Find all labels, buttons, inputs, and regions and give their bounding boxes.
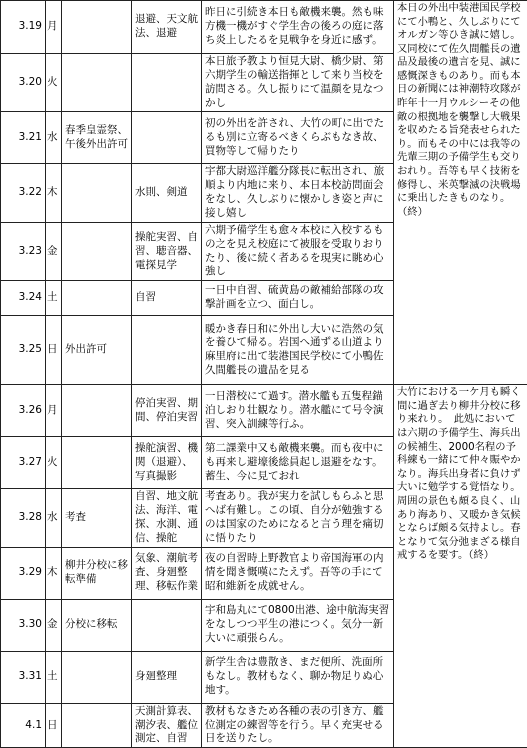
diary-entry-cell: 夜の自習時上野教官より帝国海軍の内情を聞き慨嘆にたえず。吾等の手にて昭和維新を成就せん。: [202, 547, 394, 599]
weekday-cell: 水: [46, 489, 62, 547]
curriculum-cell: 操舵演習、機関（退避）、写真撮影: [132, 437, 202, 489]
weekday-cell: 火: [46, 54, 62, 112]
weekday-cell: 火: [46, 437, 62, 489]
diary-entry-cell: 考査あり。我が実力を試しもらふと思へば有難し。この頃、自分が勉強するのは国家のためになると言う理を痛切に悟りたり: [202, 489, 394, 547]
event-cell: [62, 703, 132, 748]
event-cell: 柳井分校に移転準備: [62, 547, 132, 599]
date-cell: 3.26: [1, 385, 46, 437]
date-cell: 3.24: [1, 281, 46, 316]
event-cell: [62, 222, 132, 280]
diary-entry-cell: 暖かき春日和に外出し大いに浩然の気を養ひて帰る。岩国へ通ずる山道より麻里府に出て装港国民学校にて小鴨佐久間艦長の遺品を見る: [202, 316, 394, 385]
date-cell: 3.25: [1, 316, 46, 385]
diary-entry-cell: 宇和島丸にて0800出港、途中航海実習をなしつつ平生の港につく。気分一新大いに頑張らん。: [202, 599, 394, 651]
event-cell: [62, 385, 132, 437]
diary-entry-cell: 新学生舎は豊散き、まだ便所、洗面所もなし。教材もなく、聊か物足りぬ心地す。: [202, 651, 394, 703]
weekday-cell: 月: [46, 385, 62, 437]
weekday-cell: 金: [46, 599, 62, 651]
date-cell: 3.31: [1, 651, 46, 703]
curriculum-cell: 水則、剣道: [132, 164, 202, 222]
weekday-cell: 日: [46, 316, 62, 385]
event-cell: [62, 281, 132, 316]
curriculum-cell: [132, 599, 202, 651]
date-cell: 3.23: [1, 222, 46, 280]
curriculum-cell: 操舵実習、自習、聴音器、電探見学: [132, 222, 202, 280]
curriculum-cell: 自習、地文航法、海洋、電探、水測、通信、操舵: [132, 489, 202, 547]
diary-entry-cell: 一日中自習、硫黄島の敵補給部隊の攻撃計画を立つ、面白し。: [202, 281, 394, 316]
curriculum-cell: 気象、潮航考査、身廻整理、移転作業: [132, 547, 202, 599]
curriculum-cell: 身廻整理: [132, 651, 202, 703]
diary-entry-cell: 教材もなきため各種の表の引き方、艦位測定の練習等を行う。早く充実せる日を送りたし。: [202, 703, 394, 748]
date-cell: 3.19: [1, 1, 46, 54]
date-cell: 3.21: [1, 112, 46, 164]
diary-entry-cell: 六期予備学生も愈々本校に入校するもの之を見え校庭にて被服を受取りおりたり、後に続く者あるを現実に眺め心強し: [202, 222, 394, 280]
date-cell: 3.29: [1, 547, 46, 599]
table-row: [1, 385, 527, 437]
event-cell: 春季皇霊祭、午後外出許可: [62, 112, 132, 164]
event-cell: 外出許可: [62, 316, 132, 385]
diary-entry-cell: 本日旅予教より恒見大尉、橋少尉、第六期学生の輸送指揮として来り当校を訪問さる。久し振りにて温顔を見なつかし: [202, 54, 394, 112]
table-row: [1, 1, 527, 54]
date-cell: 4.1: [1, 703, 46, 748]
event-cell: [62, 164, 132, 222]
diary-entry-cell: 一日潜校にて過す。潜水艦も五隻程錨泊しおり壮観なり。潜水艦にて号令演習、突入訓練等行ふ。: [202, 385, 394, 437]
curriculum-cell: 天測計算表、潮汐表、艦位測定、自習: [132, 703, 202, 748]
curriculum-cell: 停泊実習、期間、停泊実習: [132, 385, 202, 437]
event-cell: 考査: [62, 489, 132, 547]
diary-entry-cell: 宇都大尉巡洋艦分隊長に転出され、旅順より内地に来り、本日本校訪問面会をなし、久しぶりに懐かしき姿と声に接し嬉し: [202, 164, 394, 222]
weekday-cell: 水: [46, 112, 62, 164]
diary-entry-cell: 第二課業中又も敵機来襲。而も夜中にも再来し避壕後総員起し退避をなす。蓄生、今に見ておれ: [202, 437, 394, 489]
event-cell: 分校に移転: [62, 599, 132, 651]
date-cell: 3.22: [1, 164, 46, 222]
event-cell: [62, 1, 132, 54]
curriculum-cell: [132, 54, 202, 112]
weekday-cell: 土: [46, 651, 62, 703]
diary-entry-cell: 初の外出を許され、大竹の町に出でたるも別に立寄るべきくらぶもなき故、買物等して帰りたり: [202, 112, 394, 164]
weekly-note-cell: 大竹における一ケ月も瞬く間に過ぎ去り柳井分校に移り来れり。 此処においては六期の予備学生、海兵出の候補生、2000名程の予科練も一緒にて仲々賑やかなり。海兵出身者に負けず大いに勉学する覚悟なり。周囲の景色も頗る良く、山あり海あり、又暖かき気候とならば頗る気持よし。春となりて気分弛まざる様自戒するを要す。（終）: [394, 385, 527, 748]
curriculum-cell: 自習: [132, 281, 202, 316]
curriculum-cell: [132, 316, 202, 385]
event-cell: [62, 54, 132, 112]
date-cell: 3.27: [1, 437, 46, 489]
weekday-cell: 木: [46, 547, 62, 599]
weekday-cell: 月: [46, 1, 62, 54]
curriculum-cell: [132, 112, 202, 164]
date-cell: 3.20: [1, 54, 46, 112]
date-cell: 3.30: [1, 599, 46, 651]
date-cell: 3.28: [1, 489, 46, 547]
weekday-cell: 金: [46, 222, 62, 280]
curriculum-cell: 退避、天文航法、退避: [132, 1, 202, 54]
event-cell: [62, 437, 132, 489]
weekday-cell: 土: [46, 281, 62, 316]
weekly-note-cell: 本日の外出中装港国民学校にて小鴨と、久しぶりにてオルガン等ひき誠に嬉し。又同校にて佐久間艦長の遺品及最後の遺言を見、誠に感慨深きものあり。而も本日の新聞には神潮特攻隊が昨年十一月ウルシーその他敵の根拠地を襲撃し大戦果を収めたる旨発表せられたり。而もその中には我等の先輩三期の予備学生も交りおれり。吾等も早く技術を修得し、米英撃滅の決戦場に乗出したきものなり。（終）: [394, 1, 527, 385]
weekday-cell: 日: [46, 703, 62, 748]
diary-entry-cell: 昨日に引続き本日も敵機来襲。然も味方機一機がすぐ学生舎の後ろの庭に落ち炎上したるを見戦争を身近に感ず。: [202, 1, 394, 54]
event-cell: [62, 651, 132, 703]
weekday-cell: 木: [46, 164, 62, 222]
